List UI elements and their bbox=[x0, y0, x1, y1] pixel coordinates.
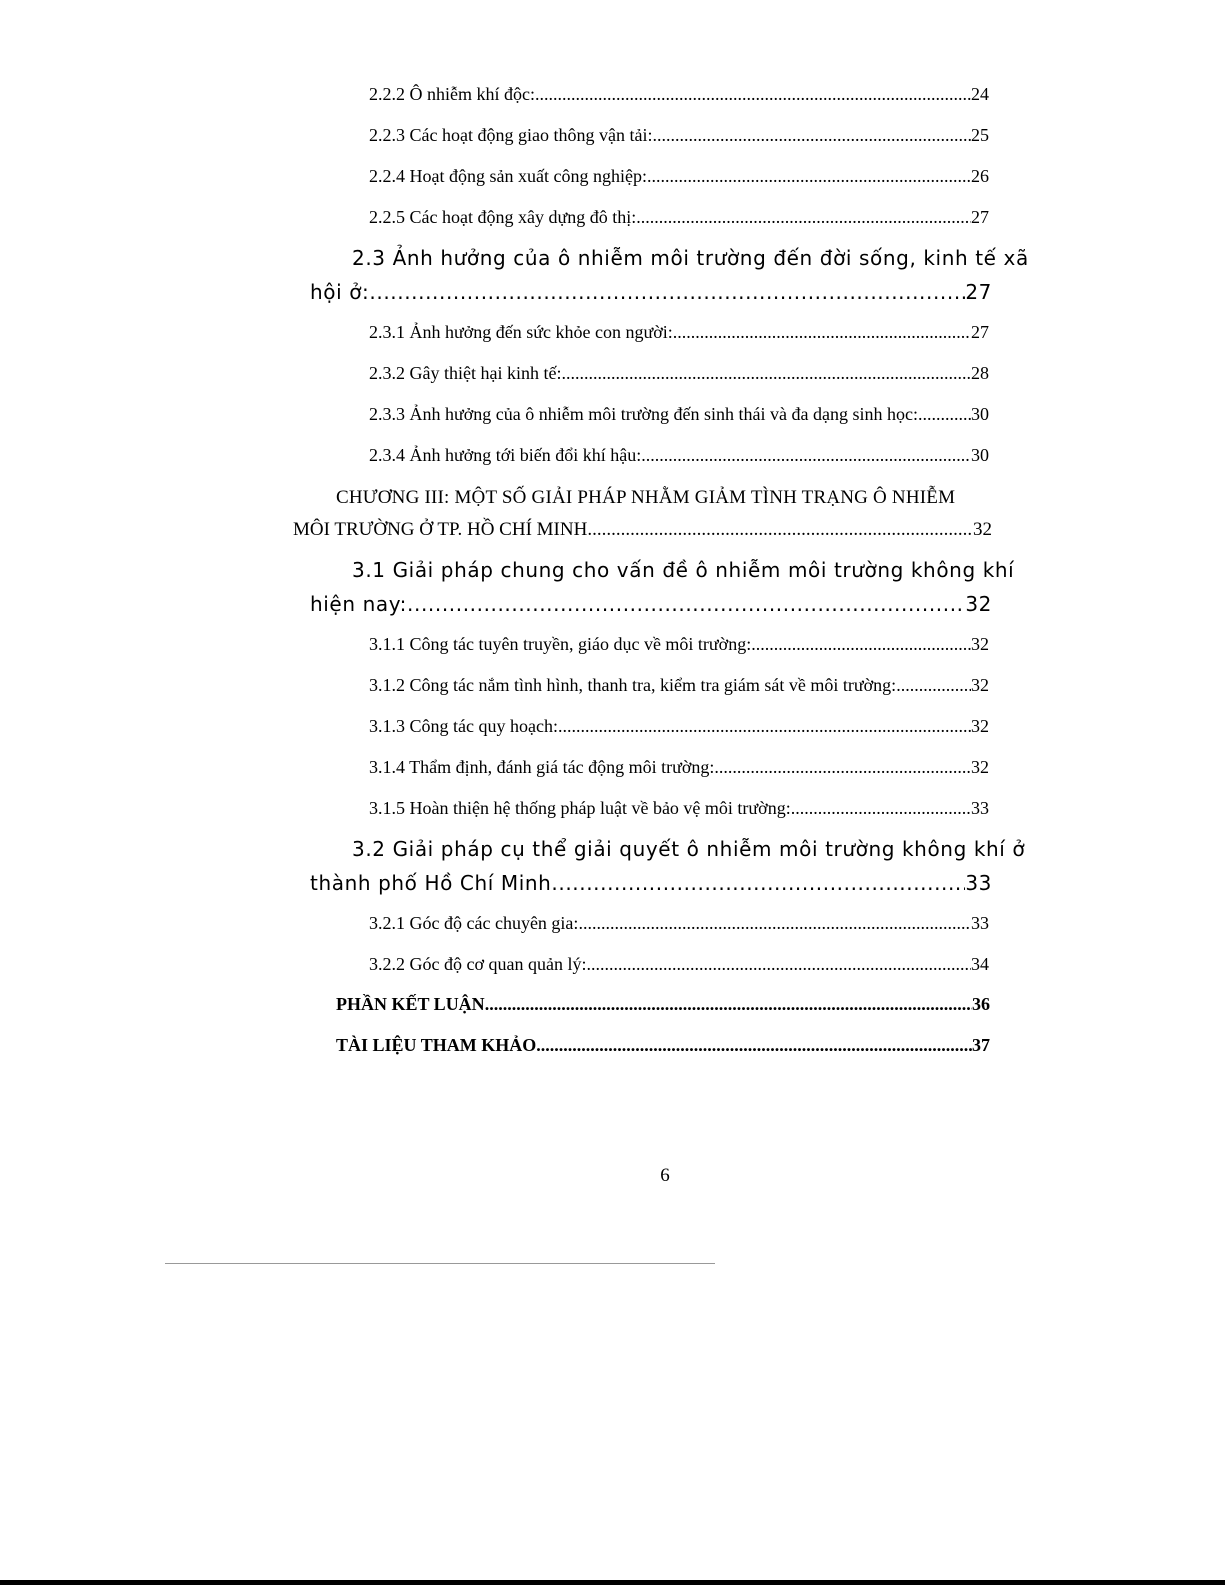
toc-entry-label: 2.2.3 Các hoạt động giao thông vận tải: bbox=[369, 125, 653, 145]
toc-entry-page: 33 bbox=[971, 798, 989, 818]
toc-chapter-3[interactable] bbox=[293, 519, 992, 541]
toc-entry-2-2-4[interactable] bbox=[369, 166, 989, 190]
toc-entry-label: hiện nay: bbox=[310, 592, 408, 616]
toc-section-2-3[interactable] bbox=[310, 280, 992, 304]
leader-dots bbox=[791, 798, 971, 819]
toc-entry-page: 24 bbox=[971, 84, 989, 104]
toc-entry-page: 30 bbox=[971, 445, 989, 465]
leader-dots bbox=[407, 592, 965, 616]
toc-entry-page: 32 bbox=[965, 592, 992, 616]
leader-dots bbox=[673, 322, 971, 343]
toc-entry-label: 2.3.4 Ảnh hưởng tới biến đổi khí hậu: bbox=[369, 445, 642, 465]
bottom-edge-bar bbox=[0, 1580, 1225, 1585]
toc-entry-3-2-2[interactable] bbox=[369, 954, 989, 978]
leader-dots bbox=[586, 954, 971, 975]
toc-entry-label: 3.2.2 Góc độ cơ quan quản lý: bbox=[369, 954, 587, 974]
toc-entry-page: 32 bbox=[971, 675, 989, 695]
leader-dots bbox=[485, 994, 972, 1015]
toc-section-3-1[interactable] bbox=[310, 592, 992, 616]
toc-entry-2-2-2[interactable] bbox=[369, 84, 989, 108]
toc-section-2-3-line1[interactable]: 2.3 Ảnh hưởng của ô nhiễm môi trường đến đời sống, kinh tế xã bbox=[352, 246, 1029, 270]
toc-entry-3-1-5[interactable] bbox=[369, 798, 989, 822]
toc-entry-page: 33 bbox=[965, 871, 992, 895]
leader-dots bbox=[652, 125, 971, 146]
toc-entry-page: 27 bbox=[971, 322, 989, 342]
toc-entry-3-2-1[interactable] bbox=[369, 913, 989, 937]
toc-entry-label: PHẦN KẾT LUẬN bbox=[336, 994, 485, 1014]
toc-entry-label: 2.2.4 Hoạt động sản xuất công nghiệp: bbox=[369, 166, 647, 186]
toc-entry-2-2-3[interactable] bbox=[369, 125, 989, 149]
toc-entry-page: 32 bbox=[973, 519, 992, 540]
leader-dots bbox=[578, 913, 971, 934]
leader-dots bbox=[647, 166, 971, 187]
leader-dots bbox=[535, 84, 971, 105]
toc-entry-2-3-2[interactable] bbox=[369, 363, 989, 387]
toc-section-3-2-line1[interactable]: 3.2 Giải pháp cụ thể giải quyết ô nhiễm môi trường không khí ở bbox=[352, 837, 1026, 861]
leader-dots bbox=[751, 634, 971, 655]
toc-entry-page: 27 bbox=[971, 207, 989, 227]
toc-entry-label: MÔI TRƯỜNG Ở TP. HỒ CHÍ MINH bbox=[293, 519, 588, 540]
toc-chapter-3-line1[interactable]: CHƯƠNG III: MỘT SỐ GIẢI PHÁP NHẰM GIẢM TÌNH TRẠNG Ô NHIỄM bbox=[336, 487, 956, 508]
toc-entry-label: 2.2.5 Các hoạt động xây dựng đô thị: bbox=[369, 207, 637, 227]
toc-entry-page: 32 bbox=[971, 634, 989, 654]
leader-dots bbox=[558, 716, 971, 737]
toc-entry-label: 3.2.1 Góc độ các chuyên gia: bbox=[369, 913, 579, 933]
toc-entry-label: 2.3.3 Ảnh hưởng của ô nhiễm môi trường đến sinh thái và đa dạng sinh học: bbox=[369, 404, 918, 424]
toc-section-3-2[interactable] bbox=[310, 871, 992, 895]
toc-entry-3-1-2[interactable] bbox=[369, 675, 989, 699]
toc-entry-3-1-3[interactable] bbox=[369, 716, 989, 740]
leader-dots bbox=[551, 871, 965, 895]
toc-entry-2-3-4[interactable] bbox=[369, 445, 989, 469]
toc-entry-label: thành phố Hồ Chí Minh bbox=[310, 871, 552, 895]
toc-entry-label: 3.1.2 Công tác nắm tình hình, thanh tra, kiểm tra giám sát về môi trường: bbox=[369, 675, 897, 695]
page-number: 6 bbox=[660, 1165, 670, 1186]
toc-entry-label: 2.2.2 Ô nhiễm khí độc: bbox=[369, 84, 535, 104]
toc-section-3-1-line1[interactable]: 3.1 Giải pháp chung cho vấn đề ô nhiễm môi trường không khí bbox=[352, 558, 1015, 582]
toc-entry-page: 25 bbox=[971, 125, 989, 145]
toc-entry-2-2-5[interactable] bbox=[369, 207, 989, 231]
toc-entry-label: 3.1.5 Hoàn thiện hệ thống pháp luật về bảo vệ môi trường: bbox=[369, 798, 791, 818]
leader-dots bbox=[641, 445, 971, 466]
toc-entry-label: 3.1.3 Công tác quy hoạch: bbox=[369, 716, 558, 736]
toc-entry-2-3-3[interactable] bbox=[369, 404, 989, 428]
toc-entry-page: 33 bbox=[971, 913, 989, 933]
toc-entry-page: 30 bbox=[971, 404, 989, 424]
toc-entry-label: 3.1.1 Công tác tuyên truyền, giáo dục về môi trường: bbox=[369, 634, 752, 654]
toc-entry-3-1-4[interactable] bbox=[369, 757, 989, 781]
leader-dots bbox=[536, 1035, 972, 1056]
toc-entry-label: hội ở: bbox=[310, 280, 370, 304]
toc-conclusion[interactable] bbox=[336, 994, 990, 1015]
toc-entry-page: 28 bbox=[971, 363, 989, 383]
toc-entry-page: 26 bbox=[971, 166, 989, 186]
toc-entry-label: 2.3.1 Ảnh hưởng đến sức khỏe con người: bbox=[369, 322, 673, 342]
toc-entry-page: 34 bbox=[971, 954, 989, 974]
toc-entry-page: 36 bbox=[972, 994, 990, 1014]
toc-entry-label: 2.3.2 Gây thiệt hại kinh tế: bbox=[369, 363, 562, 383]
toc-entry-page: 32 bbox=[971, 716, 989, 736]
toc-entry-page: 27 bbox=[965, 280, 992, 304]
leader-dots bbox=[918, 404, 971, 425]
toc-entry-page: 37 bbox=[972, 1035, 990, 1055]
leader-dots bbox=[369, 280, 965, 304]
toc-entry-page: 32 bbox=[971, 757, 989, 777]
toc-entry-2-3-1[interactable] bbox=[369, 322, 989, 346]
toc-entry-label: 3.1.4 Thẩm định, đánh giá tác động môi trường: bbox=[369, 757, 715, 777]
footer-divider bbox=[165, 1263, 715, 1264]
toc-references[interactable] bbox=[336, 1035, 990, 1056]
leader-dots bbox=[587, 519, 973, 541]
toc-entry-3-1-1[interactable] bbox=[369, 634, 989, 658]
leader-dots bbox=[714, 757, 971, 778]
leader-dots bbox=[636, 207, 971, 228]
toc-entry-label: TÀI LIỆU THAM KHẢO bbox=[336, 1035, 537, 1055]
leader-dots bbox=[896, 675, 971, 696]
leader-dots bbox=[561, 363, 971, 384]
